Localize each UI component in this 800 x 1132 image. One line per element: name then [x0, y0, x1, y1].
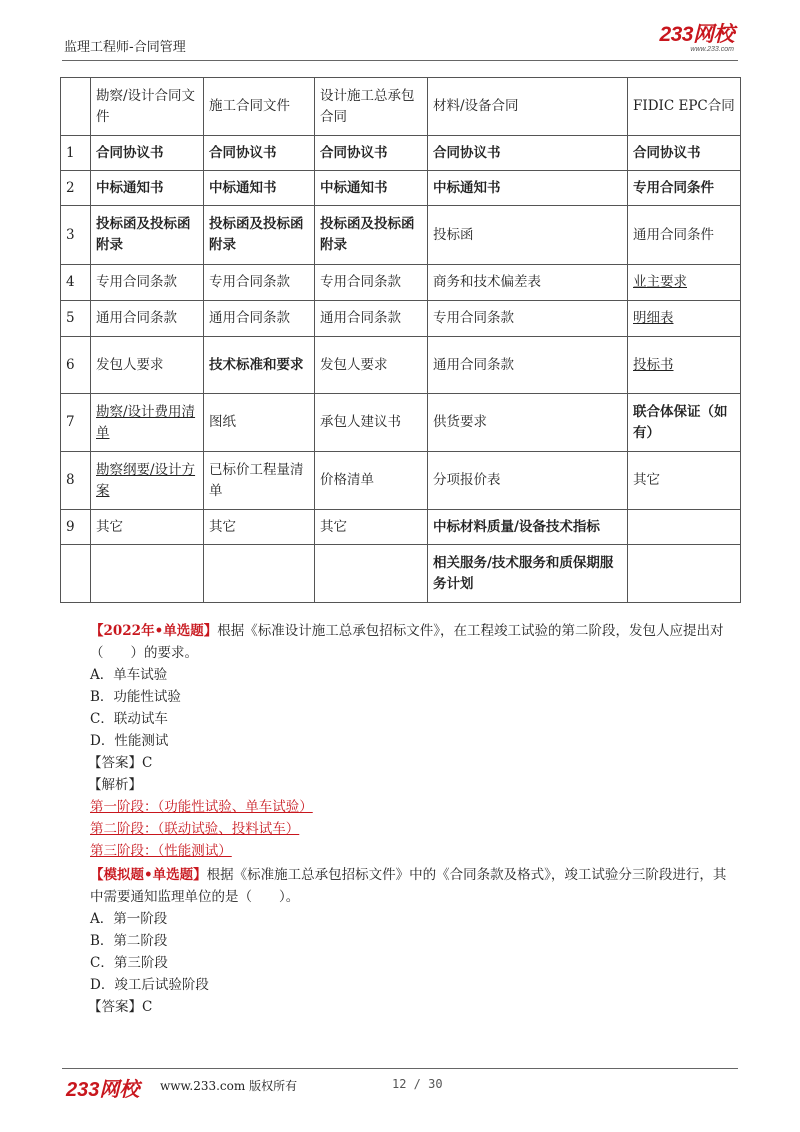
- footer-copyright: www.233.com 版权所有: [160, 1079, 298, 1093]
- table-cell: 通用合同条款: [91, 301, 204, 337]
- table-cell: 发包人要求: [91, 337, 204, 394]
- table-cell: 中标材料质量/设备技术指标: [428, 510, 628, 545]
- header-cell: FIDIC EPC合同: [628, 78, 741, 136]
- analysis-label: 【解析】: [88, 777, 142, 793]
- option-d: D．性能测试: [90, 733, 169, 749]
- header-cell: 材料/设备合同: [428, 78, 628, 136]
- table-header-row: [61, 78, 741, 136]
- table-cell: 中标通知书: [91, 171, 204, 206]
- link-cell[interactable]: 业主要求: [628, 265, 741, 301]
- link-cell[interactable]: 勘察纲要/设计方案: [91, 452, 204, 510]
- table-cell: 相关服务/技术服务和质保期服务计划: [428, 545, 628, 603]
- contract-documents-table: [60, 77, 741, 603]
- table-cell: 其它: [91, 510, 204, 545]
- table-cell: 通用合同条款: [428, 337, 628, 394]
- logo-text: 233网校: [659, 23, 734, 46]
- header-cell: 施工合同文件: [204, 78, 315, 136]
- option-b: B．第二阶段: [90, 933, 168, 949]
- table-cell: 专用合同条款: [91, 265, 204, 301]
- table-cell: 承包人建议书: [315, 394, 428, 452]
- option-b: B．功能性试验: [90, 689, 181, 705]
- table-cell: [628, 510, 741, 545]
- table-cell: 其它: [315, 510, 428, 545]
- table-cell: 专用合同条款: [315, 265, 428, 301]
- analysis-line-1[interactable]: 第一阶段：（功能性试验、单车试验）: [90, 799, 313, 815]
- table-cell: 已标价工程量清单: [204, 452, 315, 510]
- question-1-tag: 【2022年•单选题】: [90, 623, 218, 639]
- table-cell: 合同协议书: [204, 136, 315, 171]
- table-cell: 供货要求: [428, 394, 628, 452]
- row-number: 1: [61, 136, 91, 171]
- table-cell: [628, 545, 741, 603]
- table-row: [61, 171, 741, 206]
- answer-label: 【答案】C: [88, 755, 153, 771]
- option-a: A．第一阶段: [90, 911, 168, 927]
- question-1-text: 根据《标准设计施工总承包招标文件》，在工程竣工试验的第二阶段，发包人应提出对（ ）的要求。: [90, 623, 724, 661]
- table-cell: [91, 545, 204, 603]
- table-cell: 中标通知书: [204, 171, 315, 206]
- question-2-stem: [62, 864, 738, 908]
- table-cell: 联合体保证（如有）: [628, 394, 741, 452]
- link-cell[interactable]: 明细表: [628, 301, 741, 337]
- brand-logo[interactable]: [659, 24, 734, 54]
- page-header: [62, 23, 738, 61]
- table-row: [61, 206, 741, 265]
- answer-label: 【答案】C: [88, 999, 153, 1015]
- row-number: 9: [61, 510, 91, 545]
- table-cell: 投标函: [428, 206, 628, 265]
- option-c: C．联动试车: [90, 711, 168, 727]
- link-cell[interactable]: 勘察/设计费用清单: [91, 394, 204, 452]
- table-row: [61, 545, 741, 603]
- table-cell: 合同协议书: [428, 136, 628, 171]
- question-2-options: [90, 908, 209, 1018]
- table-cell: 投标函及投标函附录: [204, 206, 315, 265]
- table-row: [61, 510, 741, 545]
- table-cell: 通用合同条款: [204, 301, 315, 337]
- table-cell: 商务和技术偏差表: [428, 265, 628, 301]
- page-number: 12 / 30: [392, 1077, 443, 1091]
- header-title: 监理工程师-合同管理: [64, 40, 186, 55]
- table-cell: 专用合同条款: [428, 301, 628, 337]
- logo-url: www.233.com: [690, 46, 734, 53]
- table-row: [61, 337, 741, 394]
- header-cell: 设计施工总承包合同: [315, 78, 428, 136]
- table-row: [61, 136, 741, 171]
- option-a: A．单车试验: [90, 667, 168, 683]
- table-cell: 通用合同条件: [628, 206, 741, 265]
- question-1-stem: [62, 620, 738, 664]
- row-number: 6: [61, 337, 91, 394]
- table-cell: [204, 545, 315, 603]
- analysis-line-2[interactable]: 第二阶段：（联动试验、投料试车）: [90, 821, 300, 837]
- header-cell: 勘察/设计合同文件: [91, 78, 204, 136]
- table-cell: 分项报价表: [428, 452, 628, 510]
- table-row: [61, 301, 741, 337]
- row-number: 8: [61, 452, 91, 510]
- footer-logo[interactable]: 233网校: [66, 1079, 140, 1101]
- table-cell: 其它: [204, 510, 315, 545]
- table-cell: 通用合同条款: [315, 301, 428, 337]
- table-cell: [315, 545, 428, 603]
- table-cell: 价格清单: [315, 452, 428, 510]
- row-number: 3: [61, 206, 91, 265]
- table-cell: 中标通知书: [428, 171, 628, 206]
- row-number: [61, 545, 91, 603]
- table-cell: 专用合同条件: [628, 171, 741, 206]
- table-cell: 技术标准和要求: [204, 337, 315, 394]
- page-footer: [62, 1068, 738, 1099]
- analysis-line-3[interactable]: 第三阶段：（性能测试）: [90, 843, 232, 859]
- row-number: 4: [61, 265, 91, 301]
- question-1-options: [90, 664, 313, 862]
- table-cell: 图纸: [204, 394, 315, 452]
- table-cell: 合同协议书: [91, 136, 204, 171]
- row-number: 2: [61, 171, 91, 206]
- table-cell: 专用合同条款: [204, 265, 315, 301]
- table-cell: 投标函及投标函附录: [91, 206, 204, 265]
- table-row: [61, 265, 741, 301]
- question-2: [62, 864, 738, 908]
- option-c: C．第三阶段: [90, 955, 168, 971]
- row-number: 7: [61, 394, 91, 452]
- table-row: [61, 452, 741, 510]
- row-number: 5: [61, 301, 91, 337]
- table-row: [61, 394, 741, 452]
- table-cell: 合同协议书: [315, 136, 428, 171]
- option-d: D．竣工后试验阶段: [90, 977, 209, 993]
- question-1: [62, 620, 738, 664]
- question-2-tag: 【模拟题•单选题】: [90, 867, 207, 883]
- table-cell: 投标函及投标函附录: [315, 206, 428, 265]
- table-cell: 其它: [628, 452, 741, 510]
- link-cell[interactable]: 投标书: [628, 337, 741, 394]
- table-cell: 中标通知书: [315, 171, 428, 206]
- question-2-text: 根据《标准施工总承包招标文件》中的《合同条款及格式》，竣工试验分三阶段进行，其中需要通知监理单位的是（ ）。: [90, 867, 727, 905]
- table-cell: 合同协议书: [628, 136, 741, 171]
- table-cell: 发包人要求: [315, 337, 428, 394]
- header-cell: [61, 78, 91, 136]
